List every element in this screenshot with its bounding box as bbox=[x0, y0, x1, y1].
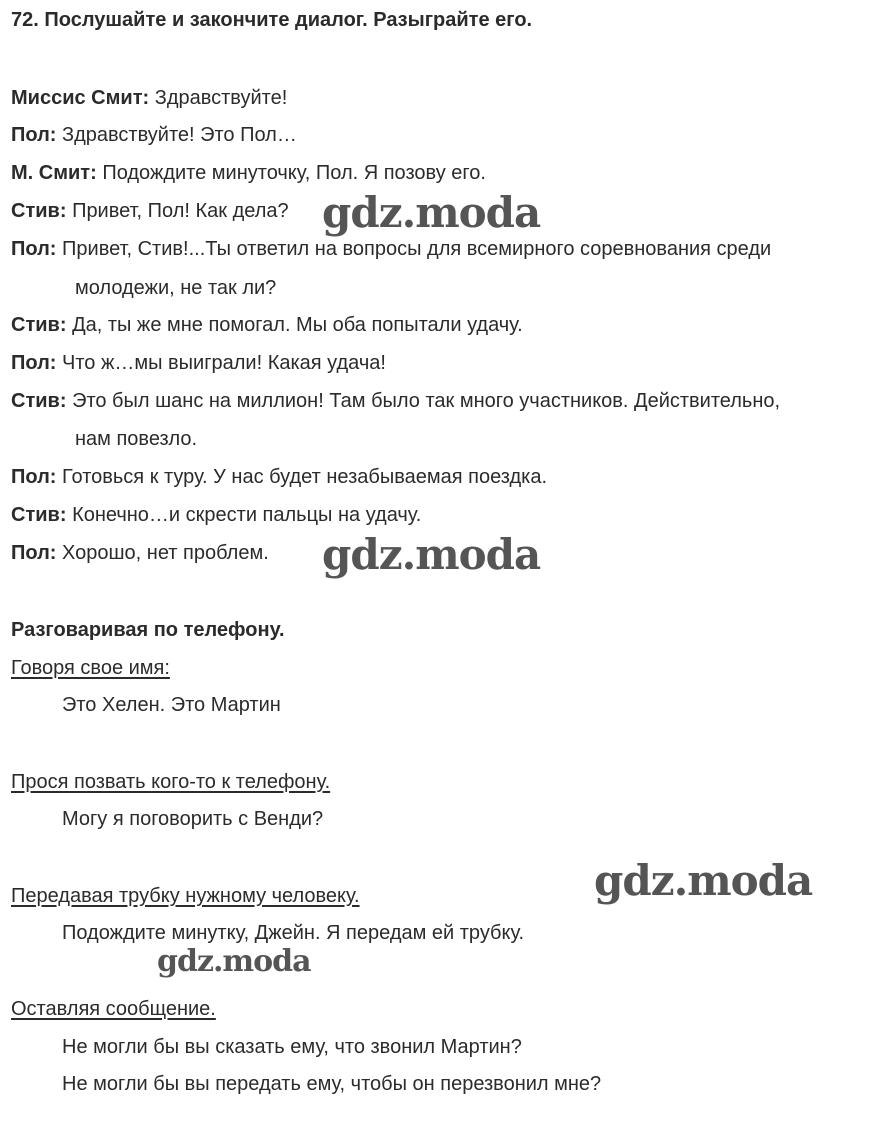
dialog-text: Хорошо, нет проблем. bbox=[62, 542, 269, 564]
dialog-line bbox=[11, 123, 297, 147]
phone-example: Могу я поговорить с Венди? bbox=[62, 808, 324, 830]
speaker: Пол: bbox=[11, 466, 57, 488]
task-title: Послушайте и закончите диалог. Разыграйте его. bbox=[44, 9, 533, 31]
dialog-text: Конечно…и скрести пальцы на удачу. bbox=[72, 504, 422, 526]
phone-example: Не могли бы вы сказать ему, что звонил Мартин? bbox=[62, 1036, 522, 1058]
phone-example: Не могли бы вы передать ему, чтобы он перезвонил мне? bbox=[62, 1073, 602, 1095]
dialog-continuation: молодежи, не так ли? bbox=[75, 277, 277, 299]
dialog-line bbox=[11, 237, 771, 261]
phone-section-title: Говоря свое имя: bbox=[11, 657, 170, 679]
task-number: 72. bbox=[11, 9, 39, 31]
dialog-continuation: нам повезло. bbox=[75, 428, 198, 450]
phone-example: Это Хелен. Это Мартин bbox=[62, 694, 281, 716]
dialog-line bbox=[11, 465, 547, 489]
dialog-text: Да, ты же мне помогал. Мы оба попытали удачу. bbox=[72, 314, 523, 336]
phone-section-title: Передавая трубку нужному человеку. bbox=[11, 885, 360, 907]
speaker: Стив: bbox=[11, 200, 67, 222]
dialog-text: Это был шанс на миллион! Там было так много участников. Действительно, bbox=[72, 390, 781, 412]
dialog-line bbox=[11, 503, 421, 527]
dialog-text: Привет, Стив!...Ты ответил на вопросы для всемирного соревнования среди bbox=[62, 238, 772, 260]
speaker: Пол: bbox=[11, 542, 57, 564]
dialog-line bbox=[11, 389, 780, 413]
phone-heading: Разговаривая по телефону. bbox=[11, 619, 285, 641]
dialog-line bbox=[11, 313, 523, 337]
dialog-text: Привет, Пол! Как дела? bbox=[72, 200, 289, 222]
dialog-line bbox=[11, 86, 287, 110]
speaker: Стив: bbox=[11, 314, 67, 336]
speaker: М. Смит: bbox=[11, 162, 97, 184]
speaker: Пол: bbox=[11, 124, 57, 146]
task-heading bbox=[11, 8, 532, 32]
speaker: Миссис Смит: bbox=[11, 87, 150, 109]
dialog-line bbox=[11, 161, 486, 185]
dialog-text: Подождите минуточку, Пол. Я позову его. bbox=[102, 162, 486, 184]
dialog-line bbox=[11, 541, 269, 565]
watermark-logo: gdz.moda bbox=[322, 188, 541, 237]
phone-section-title: Оставляя сообщение. bbox=[11, 998, 216, 1020]
watermark-logo: gdz.moda bbox=[157, 944, 311, 979]
watermark-logo: gdz.moda bbox=[322, 530, 541, 579]
dialog-text: Что ж…мы выиграли! Какая удача! bbox=[62, 352, 386, 374]
speaker: Пол: bbox=[11, 238, 57, 260]
phone-example: Подождите минутку, Джейн. Я передам ей трубку. bbox=[62, 922, 525, 944]
speaker: Стив: bbox=[11, 390, 67, 412]
speaker: Пол: bbox=[11, 352, 57, 374]
watermark-logo: gdz.moda bbox=[594, 856, 813, 905]
dialog-text: Здравствуйте! Это Пол… bbox=[62, 124, 297, 146]
phone-section-title: Прося позвать кого-то к телефону. bbox=[11, 771, 331, 793]
dialog-line bbox=[11, 199, 289, 223]
speaker: Стив: bbox=[11, 504, 67, 526]
dialog-line bbox=[11, 351, 386, 375]
dialog-text: Здравствуйте! bbox=[154, 87, 288, 109]
dialog-text: Готовься к туру. У нас будет незабываемая поездка. bbox=[62, 466, 548, 488]
